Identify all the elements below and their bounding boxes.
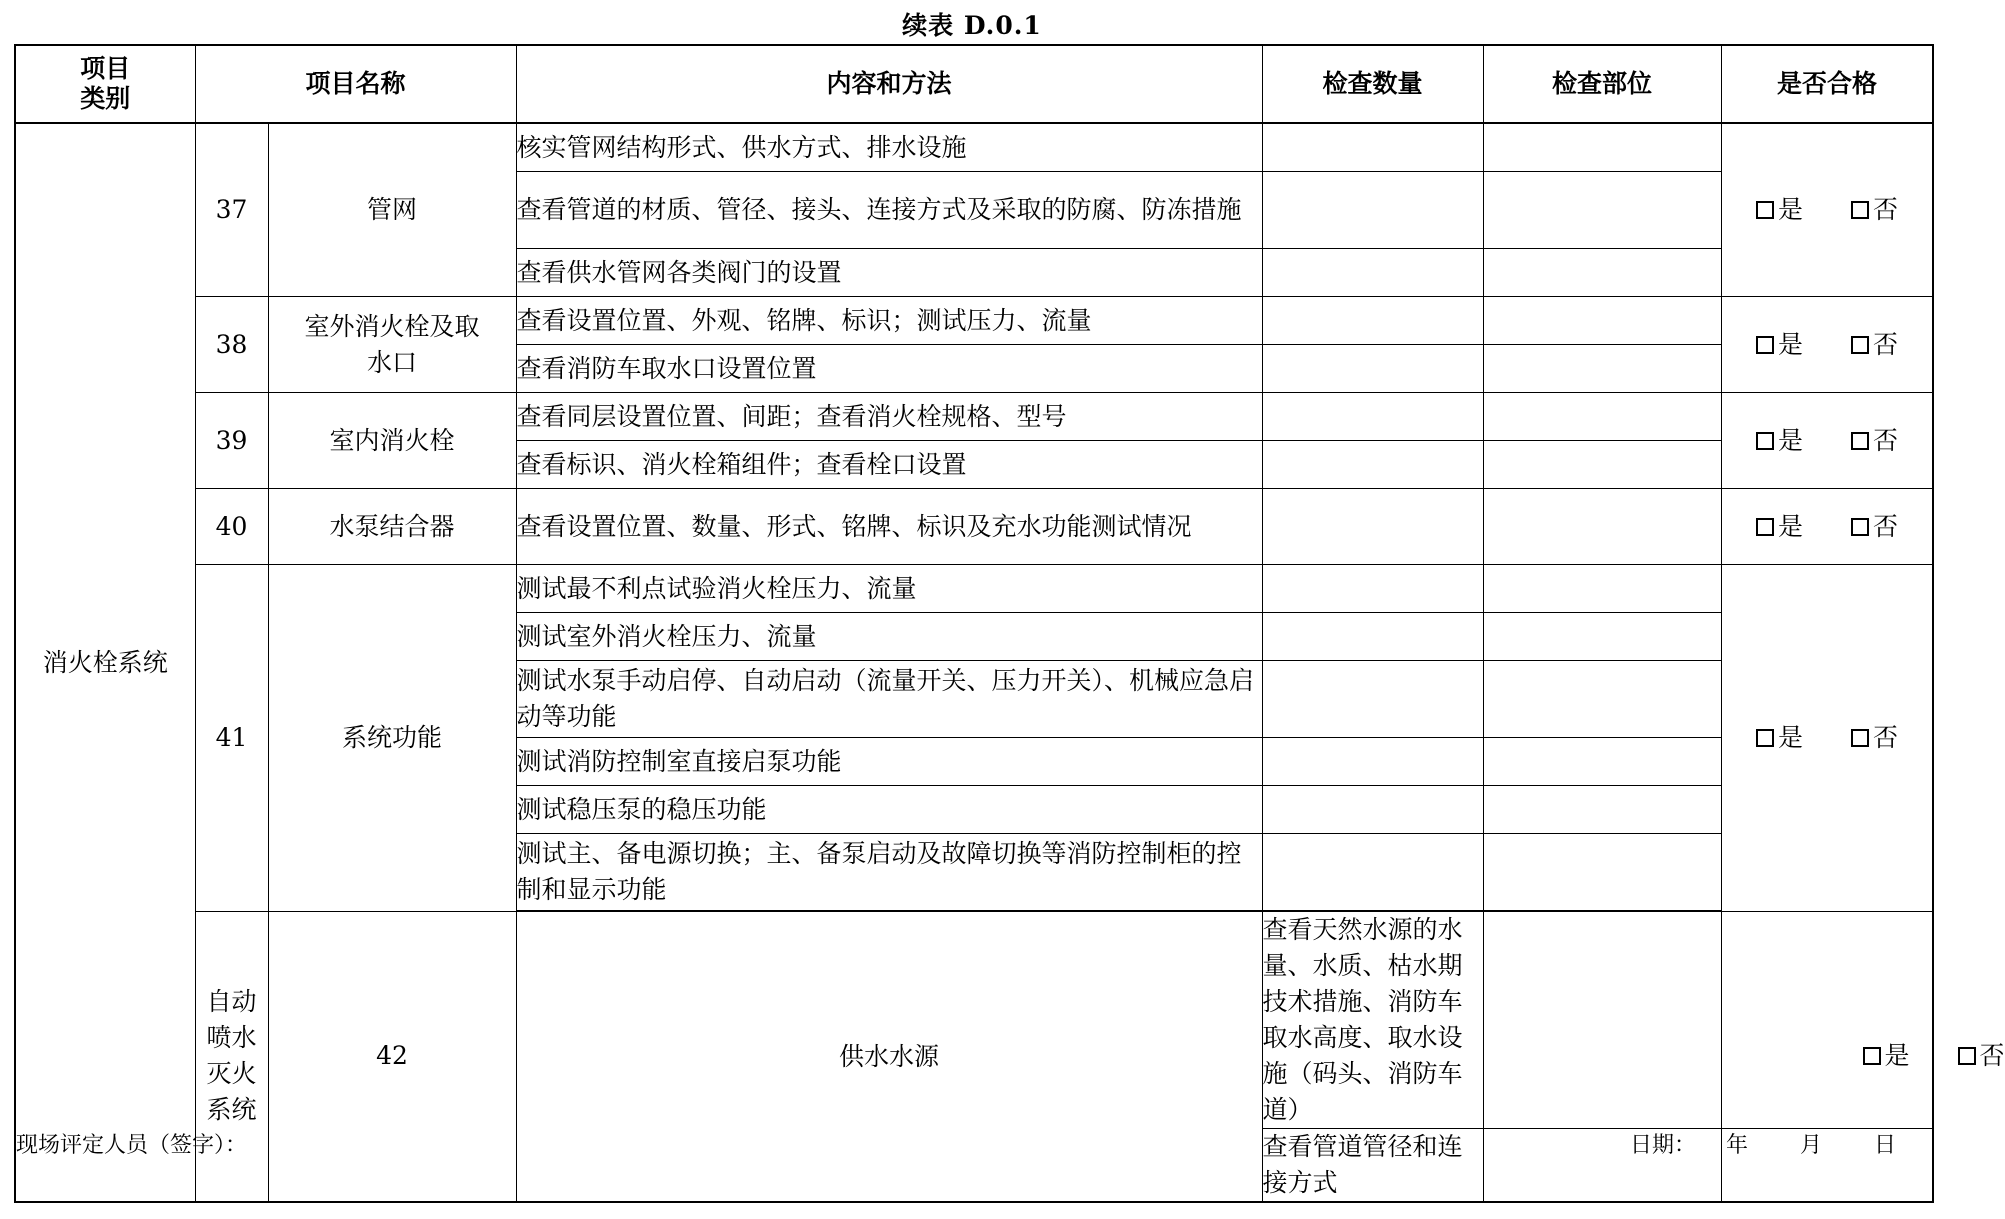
checkbox-icon[interactable]	[1958, 1047, 1976, 1065]
checkbox-icon[interactable]	[1851, 336, 1869, 354]
table-row	[15, 393, 1933, 441]
item-content: 测试稳压泵的稳压功能	[516, 786, 1262, 834]
location-cell[interactable]	[1483, 297, 1721, 345]
checkbox-icon[interactable]	[1756, 336, 1774, 354]
location-cell[interactable]	[1483, 565, 1721, 613]
no-option[interactable]: 否	[1851, 720, 1898, 756]
location-cell[interactable]	[1483, 613, 1721, 661]
item-content: 测试室外消火栓压力、流量	[516, 613, 1262, 661]
item-number: 42	[268, 911, 516, 1202]
header-location: 检查部位	[1483, 45, 1721, 123]
no-option[interactable]: 否	[1851, 327, 1898, 363]
table-title: 续表 D.0.1	[902, 11, 1042, 40]
item-number: 41	[195, 565, 268, 912]
item-name: 系统功能	[268, 565, 516, 912]
no-option[interactable]: 否	[1851, 423, 1898, 459]
qty-cell[interactable]	[1262, 565, 1483, 613]
qty-cell[interactable]	[1262, 441, 1483, 489]
item-content: 查看设置位置、外观、铭牌、标识；测试压力、流量	[516, 297, 1262, 345]
header-qty: 检查数量	[1262, 45, 1483, 123]
location-cell[interactable]	[1483, 786, 1721, 834]
header-name: 项目名称	[195, 45, 516, 123]
checkbox-icon[interactable]	[1851, 432, 1869, 450]
yes-option[interactable]: 是	[1756, 720, 1803, 756]
table-row	[15, 489, 1933, 565]
checkbox-icon[interactable]	[1756, 432, 1774, 450]
qty-cell[interactable]	[1262, 738, 1483, 786]
category-sprinkler: 自动喷水 灭火系统	[195, 911, 268, 1202]
item-content: 查看标识、消火栓箱组件；查看栓口设置	[516, 441, 1262, 489]
item-name: 室外消火栓及取水口	[268, 297, 516, 393]
item-content: 测试水泵手动启停、自动启动（流量开关、压力开关）、机械应急启动等功能	[516, 661, 1262, 738]
location-cell[interactable]	[1721, 911, 1933, 1129]
location-cell[interactable]	[1483, 123, 1721, 172]
item-content: 查看消防车取水口设置位置	[516, 345, 1262, 393]
location-cell[interactable]	[1483, 489, 1721, 565]
item-content: 查看管道管径和连接方式	[1262, 1129, 1483, 1203]
pass-cell	[1721, 393, 1933, 489]
checkbox-icon[interactable]	[1851, 518, 1869, 536]
qty-cell[interactable]	[1262, 786, 1483, 834]
inspection-table	[14, 44, 2005, 1203]
item-content: 查看管道的材质、管径、接头、连接方式及采取的防腐、防冻措施	[516, 172, 1262, 249]
item-name: 室内消火栓	[268, 393, 516, 489]
checkbox-icon[interactable]	[1756, 729, 1774, 747]
checkbox-icon[interactable]	[1756, 201, 1774, 219]
table-row	[15, 565, 1933, 613]
item-name: 管网	[268, 123, 516, 297]
year-label: 年	[1726, 1133, 1749, 1158]
location-cell[interactable]	[1483, 172, 1721, 249]
qty-cell[interactable]	[1483, 911, 1721, 1129]
qty-cell[interactable]	[1262, 123, 1483, 172]
item-content: 测试主、备电源切换；主、备泵启动及故障切换等消防控制柜的控制和显示功能	[516, 834, 1262, 912]
month-label: 月	[1800, 1133, 1823, 1158]
item-content: 查看设置位置、数量、形式、铭牌、标识及充水功能测试情况	[516, 489, 1262, 565]
item-content: 查看同层设置位置、间距；查看消火栓规格、型号	[516, 393, 1262, 441]
location-cell[interactable]	[1483, 345, 1721, 393]
item-number: 38	[195, 297, 268, 393]
checkbox-icon[interactable]	[1851, 201, 1869, 219]
header-category: 项目 类别	[15, 45, 195, 123]
qty-cell[interactable]	[1262, 489, 1483, 565]
qty-cell[interactable]	[1262, 393, 1483, 441]
table-row	[15, 911, 1933, 1129]
qty-cell[interactable]	[1262, 345, 1483, 393]
item-content: 测试最不利点试验消火栓压力、流量	[516, 565, 1262, 613]
category-hydrant: 消火栓系统	[15, 123, 195, 1202]
no-option[interactable]: 否	[1851, 192, 1898, 228]
no-option[interactable]: 否	[1851, 509, 1898, 545]
table-row	[15, 297, 1933, 345]
qty-cell[interactable]	[1262, 661, 1483, 738]
item-content: 查看供水管网各类阀门的设置	[516, 249, 1262, 297]
location-cell[interactable]	[1483, 249, 1721, 297]
header-content: 内容和方法	[516, 45, 1262, 123]
yes-option[interactable]: 是	[1863, 1038, 1910, 1074]
qty-cell[interactable]	[1262, 297, 1483, 345]
qty-cell[interactable]	[1262, 834, 1483, 912]
item-number: 39	[195, 393, 268, 489]
qty-cell[interactable]	[1262, 249, 1483, 297]
item-number: 37	[195, 123, 268, 297]
checkbox-icon[interactable]	[1851, 729, 1869, 747]
location-cell[interactable]	[1483, 738, 1721, 786]
item-content: 核实管网结构形式、供水方式、排水设施	[516, 123, 1262, 172]
item-name: 水泵结合器	[268, 489, 516, 565]
signer-label: 现场评定人员（签字）：	[16, 1133, 248, 1158]
pass-cell	[1721, 297, 1933, 393]
location-cell[interactable]	[1483, 393, 1721, 441]
date-line	[1630, 1128, 1930, 1159]
yes-option[interactable]: 是	[1756, 423, 1803, 459]
item-number: 40	[195, 489, 268, 565]
yes-option[interactable]: 是	[1756, 327, 1803, 363]
item-name: 供水水源	[516, 911, 1262, 1202]
qty-cell[interactable]	[1262, 172, 1483, 249]
yes-option[interactable]: 是	[1756, 509, 1803, 545]
pass-cell	[1721, 565, 1933, 912]
header-row	[15, 45, 1933, 123]
pass-cell	[1721, 489, 1933, 565]
qty-cell[interactable]	[1262, 613, 1483, 661]
table-row	[15, 123, 1933, 172]
location-cell[interactable]	[1483, 834, 1721, 912]
item-content: 测试消防控制室直接启泵功能	[516, 738, 1262, 786]
header-pass: 是否合格	[1721, 45, 1933, 123]
checkbox-icon[interactable]	[1756, 518, 1774, 536]
item-content: 查看天然水源的水量、水质、枯水期技术措施、消防车取水高度、取水设施（码头、消防车道）	[1262, 911, 1483, 1129]
yes-option[interactable]: 是	[1756, 192, 1803, 228]
date-label: 日期：	[1630, 1133, 1697, 1158]
location-cell[interactable]	[1483, 441, 1721, 489]
location-cell[interactable]	[1483, 661, 1721, 738]
no-option[interactable]: 否	[1958, 1038, 2005, 1074]
day-label: 日	[1874, 1133, 1897, 1158]
pass-cell	[1721, 123, 1933, 297]
checkbox-icon[interactable]	[1863, 1047, 1881, 1065]
